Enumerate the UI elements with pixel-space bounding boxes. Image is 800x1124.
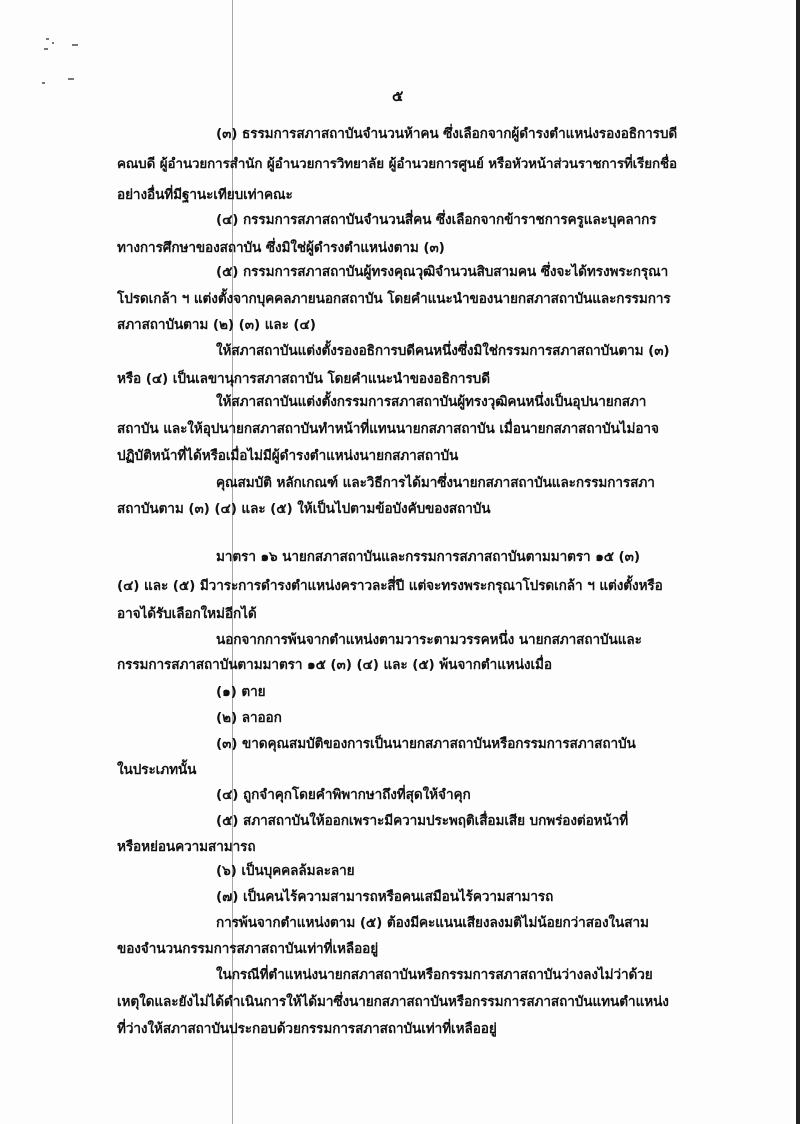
text-line: ที่ว่างให้สภาสถาบันประกอบด้วยกรรมการสภาสถาบันเท่าที่เหลืออยู่	[117, 1021, 497, 1037]
text-line: การพ้นจากตำแหน่งตาม (๕) ต้องมีคะแนนเสียงลงมติไม่น้อยกว่าสองในสาม	[216, 915, 649, 931]
text-line: ในกรณีที่ตำแหน่งนายกสภาสถาบันหรือกรรมการสภาสถาบันว่างลงไม่ว่าด้วย	[216, 967, 653, 983]
text-line: นอกจากการพ้นจากตำแหน่งตามวาระตามวรรคหนึ่ง นายกสภาสถาบันและ	[216, 632, 642, 648]
scan-specks	[42, 36, 82, 96]
text-line: หรือหย่อนความสามารถ	[117, 839, 256, 855]
text-line: กรรมการสภาสถาบันตามมาตรา ๑๕ (๓) (๔) และ (๕) พ้นจากตำแหน่งเมื่อ	[117, 657, 552, 673]
text-line: คุณสมบัติ หลักเกณฑ์ และวิธีการได้มาซึ่งนายกสภาสถาบันและกรรมการสภา	[216, 475, 655, 491]
list-item: (๕) สภาสถาบันให้ออกเพราะมีความประพฤติเสื่อมเสีย บกพร่องต่อหน้าที่	[216, 813, 629, 829]
text-line: (๕) กรรมการสภาสถาบันผู้ทรงคุณวุฒิจำนวนสิบสามคน ซึ่งจะได้ทรงพระกรุณา	[216, 264, 669, 280]
text-line: สภาสถาบันตาม (๒) (๓) และ (๔)	[117, 317, 316, 333]
text-line: ของจำนวนกรรมการสภาสถาบันเท่าที่เหลืออยู่	[117, 941, 379, 957]
list-item: (๑) ตาย	[216, 684, 266, 700]
text-line: ปฏิบัติหน้าที่ได้หรือเมื่อไม่มีผู้ดำรงตำแหน่งนายกสภาสถาบัน	[117, 448, 459, 464]
text-line: (๓) ธรรมการสภาสถาบันจำนวนห้าคน ซึ่งเลือกจากผู้ดำรงตำแหน่งรองอธิการบดี	[216, 126, 678, 142]
text-line: อาจได้รับเลือกใหม่อีกได้	[117, 606, 257, 622]
text-line: หรือ (๔) เป็นเลขานุการสภาสถาบัน โดยคำแนะนำของอธิการบดี	[117, 371, 490, 387]
text-line: เหตุใดและยังไม่ได้ดำเนินการให้ได้มาซึ่งนายกสภาสถาบันหรือกรรมการสภาสถาบันแทนตำแหน่ง	[117, 994, 669, 1010]
text-line: อย่างอื่นที่มีฐานะเทียบเท่าคณะ	[117, 187, 293, 203]
page-number: ๕	[392, 87, 404, 105]
text-line: ทางการศึกษาของสถาบัน ซึ่งมิใช่ผู้ดำรงตำแหน่งตาม (๓)	[117, 240, 445, 256]
text-line: (๔) และ (๕) มีวาระการดำรงตำแหน่งคราวละสี่ปี แต่จะทรงพระกรุณาโปรดเกล้า ฯ แต่งตั้งหรือ	[117, 578, 663, 594]
text-line: ในประเภทนั้น	[117, 762, 197, 778]
text-line: สถาบัน และให้อุปนายกสภาสถาบันทำหน้าที่แทนนายกสภาสถาบัน เมื่อนายกสภาสถาบันไม่อาจ	[117, 421, 659, 437]
text-line: คณบดี ผู้อำนวยการสำนัก ผู้อำนวยการวิทยาลัย ผู้อำนวยการศูนย์ หรือหัวหน้าส่วนราชการที่เรียกชื่อ	[117, 157, 677, 172]
text-line: โปรดเกล้า ฯ แต่งตั้งจากบุคคลภายนอกสถาบัน โดยคำแนะนำของนายกสภาสถาบันและกรรมการ	[117, 291, 671, 307]
scan-edge	[796, 0, 800, 1124]
text-line: สถาบันตาม (๓) (๔) และ (๕) ให้เป็นไปตามข้อบังคับของสถาบัน	[117, 501, 491, 517]
list-item: (๔) ถูกจำคุกโดยคำพิพากษาถึงที่สุดให้จำคุก	[216, 787, 471, 803]
text-line: (๔) กรรมการสภาสถาบันจำนวนสี่คน ซึ่งเลือกจากข้าราชการครูและบุคลากร	[216, 212, 657, 228]
text-line: ให้สภาสถาบันแต่งตั้งกรรมการสภาสถาบันผู้ทรงวุฒิคนหนึ่งเป็นอุปนายกสภา	[216, 394, 647, 410]
list-item: (๓) ขาดคุณสมบัติของการเป็นนายกสภาสถาบันหรือกรรมการสภาสถาบัน	[216, 736, 636, 752]
section-heading-line: มาตรา ๑๖ นายกสภาสถาบันและกรรมการสภาสถาบันตามมาตรา ๑๕ (๓)	[216, 549, 640, 565]
list-item: (๒) ลาออก	[216, 710, 282, 726]
list-item: (๗) เป็นคนไร้ความสามารถหรือคนเสมือนไร้ความสามารถ	[216, 889, 554, 905]
list-item: (๖) เป็นบุคคลล้มละลาย	[216, 863, 355, 879]
text-line: ให้สภาสถาบันแต่งตั้งรองอธิการบดีคนหนึ่งซึ่งมิใช่กรรมการสภาสถาบันตาม (๓)	[216, 343, 670, 359]
